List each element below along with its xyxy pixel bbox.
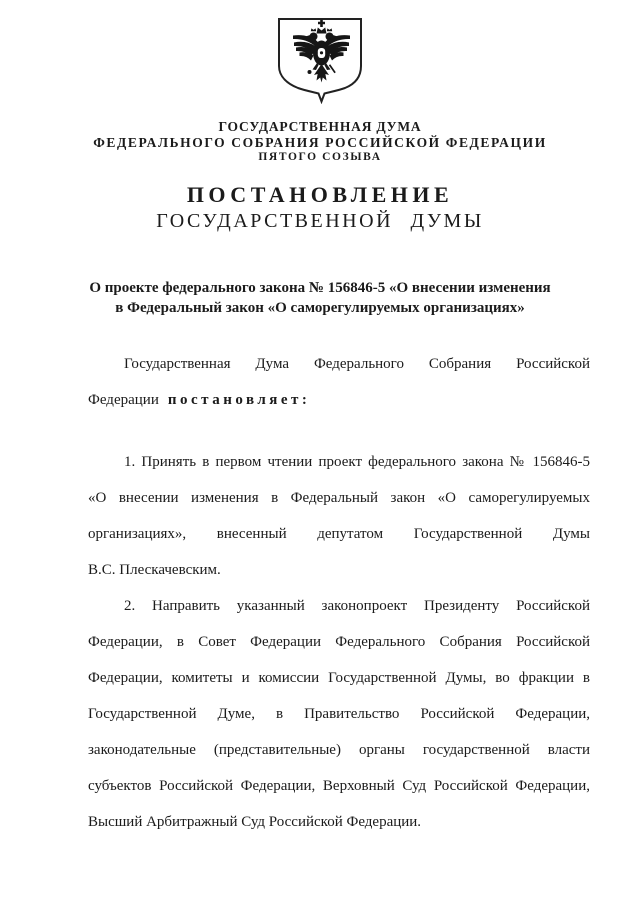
item2-line: субъектов Российской Федерации, Верховный Суд Российской Федерации, — [88, 778, 590, 794]
org-name-line2: ФЕДЕРАЛЬНОГО СОБРАНИЯ РОССИЙСКОЙ ФЕДЕРАЦИИ — [93, 135, 547, 150]
item1-line: 1. Принять в первом чтении проект федерального закона № 156846-5 — [124, 454, 590, 470]
russia-coat-of-arms-icon — [272, 16, 368, 104]
doc-type-title: ПОСТАНОВЛЕНИЕ — [186, 182, 454, 207]
item1-line: «О внесении изменения в Федеральный закон «О саморегулируемых — [88, 490, 590, 506]
resolves-keyword: постановляет: — [167, 392, 311, 408]
item1-line: В.С. Плескачевским. — [88, 562, 221, 578]
org-convocation: ПЯТОГО СОЗЫВА — [258, 151, 382, 163]
item2-line: Государственной Думе, в Правительство Российской Федерации, — [88, 706, 590, 722]
resolution-title-line1: О проекте федерального закона № 156846-5 «О внесении изменения — [89, 280, 551, 296]
item2-line: 2. Направить указанный законопроект Президенту Российской — [124, 598, 590, 614]
item2-line: Высший Арбитражный Суд Российской Федерации. — [88, 814, 422, 830]
resolution-body — [88, 346, 590, 840]
resolution-title — [69, 279, 571, 318]
item2-line: законодательные (представительные) органы государственной власти — [88, 742, 590, 758]
item2-line: Федерации, в Совет Федерации Федерального Собрания Российской — [88, 634, 590, 650]
preamble-text: Федерации — [88, 392, 159, 408]
item1-line: организациях», внесенный депутатом Государственной Думы — [88, 526, 590, 542]
item2-line: Федерации, комитеты и комиссии Государственной Думы, во фракции в — [88, 670, 590, 686]
doc-type-subtitle: ГОСУДАРСТВЕННОЙ ДУМЫ — [156, 210, 484, 232]
preamble-line: Государственная Дума Федерального Собрания Российской — [124, 356, 590, 372]
org-name-line1: ГОСУДАРСТВЕННАЯ ДУМА — [218, 119, 422, 134]
letterhead — [0, 119, 640, 164]
resolution-title-line2: в Федеральный закон «О саморегулируемых организациях» — [115, 299, 525, 316]
preamble-line — [88, 382, 590, 418]
